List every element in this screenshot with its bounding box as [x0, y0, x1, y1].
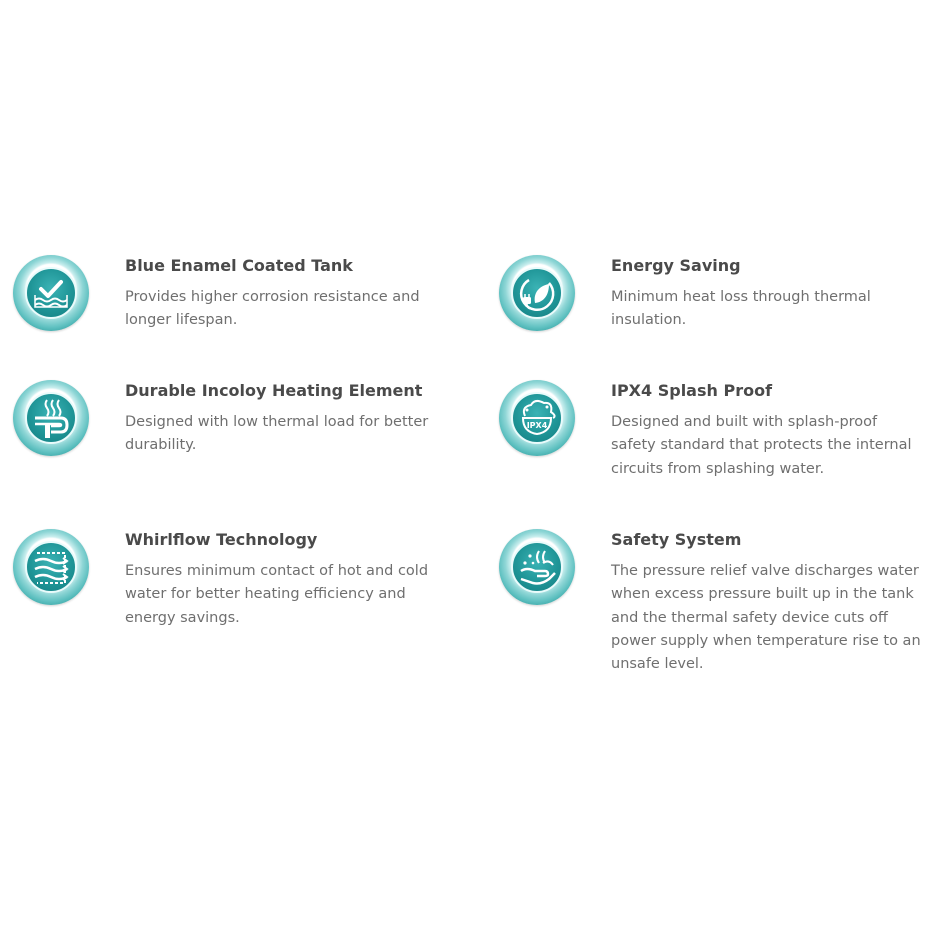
- feature-description: Designed with low thermal load for better durability.: [125, 414, 429, 454]
- feature-description: Ensures minimum contact of hot and cold water for better heating efficiency and energy savings.: [125, 563, 429, 626]
- feature-description: Provides higher corrosion resistance and longer lifespan.: [125, 289, 420, 329]
- feature-description: The pressure relief valve discharges water when excess pressure built up in the tank and the thermal safety device cuts off power supply when temperature rise to an unsafe level.: [611, 563, 921, 673]
- feature-description: Designed and built with splash-proof safety standard that protects the internal circuits from splashing water.: [611, 414, 912, 477]
- enamel-tank-check-icon: [13, 255, 89, 331]
- feature-title: Whirlflow Technology: [125, 530, 318, 549]
- feature-title: Energy Saving: [611, 256, 741, 275]
- heating-element-icon: [13, 380, 89, 456]
- whirlflow-icon: [13, 529, 89, 605]
- safety-hand-icon: [499, 529, 575, 605]
- feature-title: Safety System: [611, 530, 742, 549]
- energy-saving-leaf-plug-icon: [499, 255, 575, 331]
- feature-title: Blue Enamel Coated Tank: [125, 256, 353, 275]
- feature-title: Durable Incoloy Heating Element: [125, 381, 423, 400]
- ipx4-splash-icon: [499, 380, 575, 456]
- feature-title: IPX4 Splash Proof: [611, 381, 773, 400]
- ipx4-icon-label: IPX4: [526, 421, 548, 430]
- feature-description: Minimum heat loss through thermal insulation.: [611, 289, 871, 329]
